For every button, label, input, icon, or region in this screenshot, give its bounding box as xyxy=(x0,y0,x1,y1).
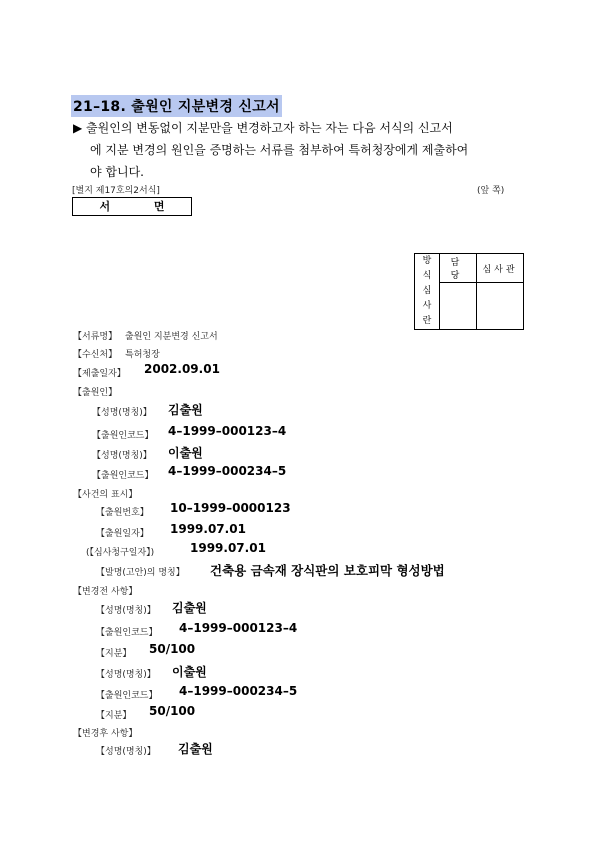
applicant-1-code-label: 【출원인코드】 xyxy=(92,431,154,441)
intro-line-1: ▶ 출원인의 변동없이 지분만을 변경하고자 하는 자는 다음 서식의 신고서 xyxy=(73,121,453,135)
doc-name-value: 출원인 지분변경 신고서 xyxy=(125,332,218,342)
intro-line-2: 에 지분 변경의 원인을 증명하는 서류를 첨부하여 특허청장에게 제출하여 xyxy=(90,143,469,157)
form-reference: [별지 제17호의2서식] xyxy=(72,186,160,196)
before-1-name: 김출원 xyxy=(172,601,207,615)
before-1-code: 4–1999–000123–4 xyxy=(179,621,298,635)
app-date-value: 1999.07.01 xyxy=(170,522,246,536)
front-side-label: (앞 쪽) xyxy=(477,186,505,196)
app-date-label: 【출원일자】 xyxy=(96,529,149,539)
before-2-code: 4–1999–000234–5 xyxy=(179,684,298,698)
applicant-2-name: 이출원 xyxy=(168,446,203,460)
after-label: 【변경후 사항】 xyxy=(73,729,138,739)
review-stamp-table xyxy=(414,253,524,330)
case-label: 【사건의 표시】 xyxy=(73,490,138,500)
after-1-name-label: 【성명(명칭)】 xyxy=(96,747,156,757)
invention-value: 건축용 금속재 장식판의 보호피막 형성방법 xyxy=(210,563,445,578)
recipient-label: 【수신처】 xyxy=(73,350,118,360)
before-1-name-label: 【성명(명칭)】 xyxy=(96,606,156,616)
stamp-cell-examiner xyxy=(477,283,524,330)
stamp-header-officer: 담 당 xyxy=(440,254,477,283)
invention-label: 【발명(고안)의 명칭】 xyxy=(96,568,185,578)
applicant-label: 【출원인】 xyxy=(73,388,118,398)
stamp-header-examiner: 심사관 xyxy=(477,254,524,283)
app-no-value: 10–1999–0000123 xyxy=(170,501,291,515)
before-2-name-label: 【성명(명칭)】 xyxy=(96,670,156,680)
before-label: 【변경전 사항】 xyxy=(73,587,138,597)
exam-request-value: 1999.07.01 xyxy=(190,541,266,555)
before-2-share: 50/100 xyxy=(149,704,196,718)
exam-request-label: (【심사청구일자】) xyxy=(86,548,155,558)
intro-line-3: 야 합니다. xyxy=(90,165,144,179)
applicant-1-name-label: 【성명(명칭)】 xyxy=(92,408,152,418)
document-type-box: 서 면 xyxy=(72,197,192,216)
doc-name-label: 【서류명】 xyxy=(73,332,118,342)
before-2-code-label: 【출원인코드】 xyxy=(96,691,158,701)
stamp-cell-officer xyxy=(440,283,477,330)
before-1-share-label: 【지분】 xyxy=(96,649,132,659)
before-1-share: 50/100 xyxy=(149,642,196,656)
stamp-vertical-label: 방 식 심 사 란 xyxy=(415,254,440,330)
section-title: 21–18. 출원인 지분변경 신고서 xyxy=(71,95,282,117)
before-2-share-label: 【지분】 xyxy=(96,711,132,721)
before-1-code-label: 【출원인코드】 xyxy=(96,628,158,638)
applicant-1-code: 4–1999–000123–4 xyxy=(168,424,287,438)
submit-date-label: 【제출일자】 xyxy=(73,369,126,379)
after-1-name: 김출원 xyxy=(178,742,213,756)
applicant-2-code: 4–1999–000234–5 xyxy=(168,464,287,478)
applicant-2-code-label: 【출원인코드】 xyxy=(92,471,154,481)
recipient-value: 특허청장 xyxy=(125,350,160,360)
submit-date-value: 2002.09.01 xyxy=(144,362,220,376)
applicant-1-name: 김출원 xyxy=(168,403,203,417)
applicant-2-name-label: 【성명(명칭)】 xyxy=(92,451,152,461)
app-no-label: 【출원번호】 xyxy=(96,508,149,518)
before-2-name: 이출원 xyxy=(172,665,207,679)
